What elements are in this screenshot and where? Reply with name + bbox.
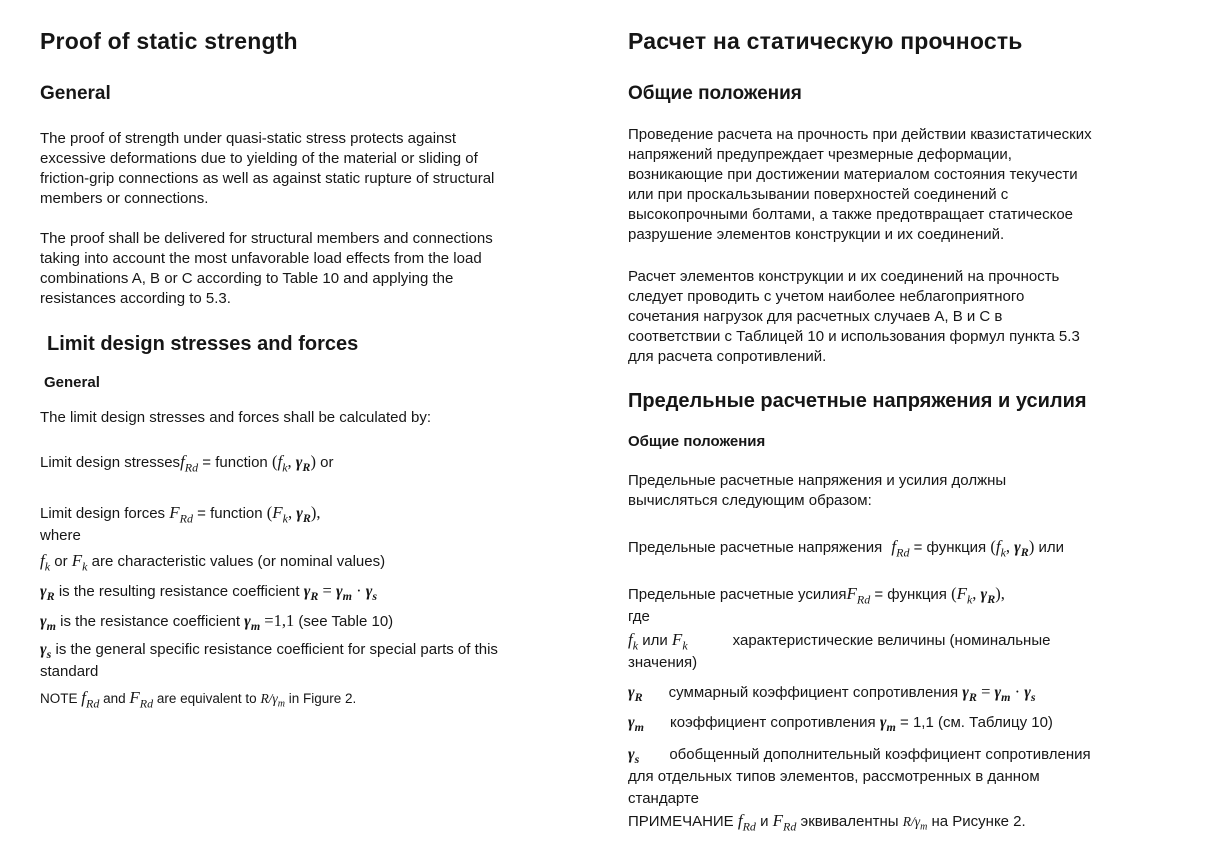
definition-gamma-m-ru: $\gamma_m$ коэффициент сопротивления $\gamma_m = 1,1$ (см. Таблицу 10) — [628, 714, 1053, 735]
where-label-ru: где — [628, 608, 650, 625]
paragraph-proof-protects-ru: Проведение расчета на прочность при действии квазистатических напряжений предупреждает чрезмерные деформации, возникающие при достижении материалом состояния текучести или при проскальзывании поверхностей соединений с высокопрочными болтами, а также предотвращает статическое разрушение элементов конструкции и их соединений. — [628, 126, 1092, 243]
section-heading-general-ru: Общие положения — [628, 83, 802, 104]
where-label-en: where — [40, 527, 81, 544]
formula-limit-forces-ru: Предельные расчетные усилияF$_{Rd}$ = функция ($F_k$, $\gamma_R$), — [628, 584, 1005, 607]
definition-fk-en: $f_k$ or $F_k$ are characteristic values (or nominal values) — [40, 551, 386, 574]
definition-gamma-r-en: $\gamma_R$ is the resulting resistance coefficient $\gamma_R = \gamma_m \cdot \gamma_s$ — [40, 581, 378, 604]
paragraph-proof-protects-en: The proof of strength under quasi-static stress protects against excessive deformations due to yielding of the material or sliding of friction-grip connections as well as against static rupture of structural members or connections. — [40, 130, 495, 207]
formula-limit-forces-en: Limit design forces $F_{Rd}$ = function ($F_k$, $\gamma_R$), — [40, 503, 321, 526]
section-heading-limit-design-en: Limit design stresses and forces — [47, 333, 359, 355]
section-heading-limit-design-ru: Предельные расчетные напряжения и усилия — [628, 390, 1087, 412]
definition-gamma-m-en: $\gamma_m$ is the resistance coefficient $\gamma_m =1,1$ (see Table 10) — [40, 611, 394, 634]
page-title-en: Proof of static strength — [40, 28, 298, 54]
definition-fk-ru: $f_k$ или $F_k$ характеристические величины (номинальные значения) — [628, 630, 1051, 671]
paragraph-proof-delivered-en: The proof shall be delivered for structural members and connections taking into account the most unfavorable load effects from the load combinations A, B or C according to Table 10 and applying the resistances according to 5.3. — [40, 230, 493, 307]
note-line-ru: ПРИМЕЧАНИЕ $f_{Rd}$ и $F_{Rd}$ эквивалентны $R/\gamma_m$ на Рисунке 2. — [628, 811, 1026, 834]
subsection-heading-general-en: General — [44, 374, 100, 391]
section-heading-general-en: General — [40, 83, 111, 104]
formula-limit-stresses-en: Limit design stressesf$_{Rd}$ = function ($f_k$, $\gamma_R$) or — [40, 452, 334, 475]
intro-line-en: The limit design stresses and forces shall be calculated by: — [40, 409, 432, 426]
paragraph-proof-delivered-ru: Расчет элементов конструкции и их соединений на прочность следует проводить с учетом наиболее неблагоприятного сочетания нагрузок для расчетных случаев А, В и С в соответствии с Таблицей 10 и использования формул пункта 5.3 для расчета сопротивлений. — [628, 268, 1080, 365]
definition-gamma-s-ru: $\gamma_s$ обобщенный дополнительный коэффициент сопротивления для отдельных типов элементов, рассмотренных в данном стандарте — [628, 746, 1091, 807]
formula-limit-stresses-ru: Предельные расчетные напряжения $f_{Rd}$ = функция ($f_k$, $\gamma_R$) или — [628, 537, 1064, 560]
definition-gamma-s-en: $\gamma_s$ is the general specific resistance coefficient for special parts of this standard — [40, 641, 498, 680]
english-column — [40, 28, 615, 854]
intro-line-ru: Предельные расчетные напряжения и усилия должны вычисляться следующим образом: — [628, 472, 1007, 509]
note-line-en: NOTE $f_{Rd}$ and $F_{Rd}$ are equivalent to $R/\gamma_m$ in Figure 2. — [40, 688, 357, 711]
page-title-ru: Расчет на статическую прочность — [628, 28, 1023, 54]
definition-gamma-r-ru: $\gamma_R$ суммарный коэффициент сопротивления $\gamma_R = \gamma_m \cdot \gamma_s$ — [628, 682, 1036, 705]
russian-column — [628, 28, 1194, 854]
subsection-heading-general-ru: Общие положения — [628, 433, 766, 450]
